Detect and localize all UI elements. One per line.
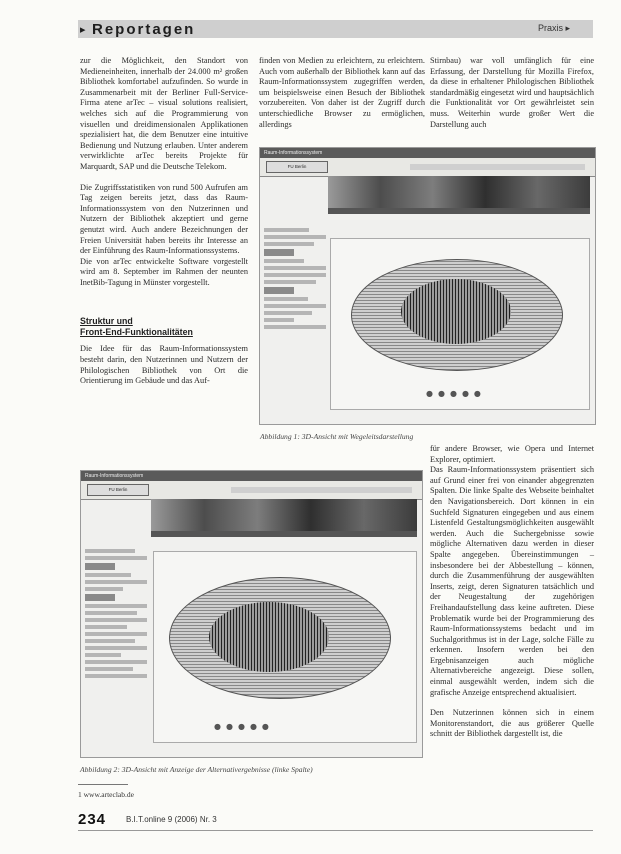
paragraph: zur die Möglichkeit, den Standort von Medieneinheiten, innerhalb der 24.000 m² großen Bibliothek komfortabel aufzufinden. So wurde in Zusammenarbeit mit der Berliner Full-Service-Firma atene arTec – visual solutions realisiert, welches sich auf die Programmierung von visuellen und dreidimensionalen Applikationen spezialisiert hat, die dem Benutzer eine intuitive Bedienung und Nutzung erlauben. Unter anderem verwirklichte arTec bereits Projekte für Marquardt, SAP und die Deutsche Telekom. (80, 56, 248, 171)
header-section-right: Praxis ▸ (538, 23, 571, 33)
nav-tabs (151, 531, 417, 537)
browser-title: Raum-Informationssystem (85, 473, 144, 479)
site-nav (410, 164, 585, 170)
shelf-block (209, 602, 329, 672)
column-right (430, 56, 594, 140)
map-view (153, 551, 417, 743)
site-banner (81, 481, 422, 500)
nav-tabs (328, 208, 590, 214)
paragraph: Die von arTec entwickelte Software vorgestellt wird am 8. September im Rahmen der neunten InetBib-Tagung in Münster vorgestellt. (80, 256, 248, 287)
header-arrow-icon: ▸ (80, 23, 86, 36)
view-controls[interactable]: ●●●●● (426, 389, 486, 398)
site-logo: FU Berlin (266, 161, 328, 173)
header-image-strip (328, 176, 590, 208)
header-image-strip (151, 499, 417, 531)
site-banner (260, 158, 595, 177)
footer-divider (78, 830, 593, 831)
browser-title: Raum-Informationssystem (264, 150, 323, 156)
page-number: 234 (78, 811, 107, 828)
paragraph: Stirnbau) war voll umfänglich für eine Erfassung, der Darstellung für Mozilla Firefox, da diese in erhaltener Philologischen Bibliothek standardmäßig eingesetzt wird und hauptsächlich die Funktionalität vor Ort gewährleistet sein muss. Weiterhin wurde großer Wert die Darstellung auch (430, 56, 594, 129)
sidebar-navigation (264, 228, 326, 332)
paragraph: Die Zugriffsstatistiken von rund 500 Aufrufen am Tag zeigen bereits jetzt, dass das Raum-Informationssystem von den Nutzerinnen und Nutzern der Bibliothek akzeptiert und gerne genutzt wird. Auch andere Bezeichnungen der Freien Universität haben bereits ihr Interesse an der Einführung des Raum-Informationssystems. (80, 182, 248, 256)
browser-titlebar (81, 471, 422, 481)
figure-screenshot-1 (259, 147, 596, 425)
footnote: 1 www.arteclab.de (78, 790, 134, 799)
paragraph: Den Nutzerinnen können sich in einem Monitorenstandort, die aus größerer Quelle schnitt der Bibliothek dargestellt ist, die (430, 708, 594, 739)
figure-caption-2: Abbildung 2: 3D-Ansicht mit Anzeige der Alternativergebnisse (linke Spalte) (80, 765, 313, 774)
footnote-rule (78, 784, 128, 785)
paragraph: finden von Medien zu erleichtern, zu erleichtern. Auch vom außerhalb der Bibliothek kann auf das Raum-Informationssystem zugegriffen werden, um beispielsweise einen Besuch der Bibliothek vorzubereiten. Von daher ist der Zugriff durch unterschiedliche Browser zu ermöglichen, allerdings (259, 56, 425, 129)
site-nav (231, 487, 412, 493)
shelf-block (401, 279, 511, 344)
subheading-line: Front-End-Funktionalitäten (80, 327, 193, 338)
subheading (80, 316, 248, 338)
paragraph: Die Idee für das Raum-Informationssystem besteht darin, den Nutzerinnen und Nutzern der Philologischen Bibliothek von Ort die Orientierung im Gebäude und das Auf- (80, 344, 248, 386)
figure-screenshot-2 (80, 470, 423, 758)
paragraph: für andere Browser, wie Opera und Internet Explorer, optimiert. (430, 444, 594, 464)
paragraph: Das Raum-Informationssystem präsentiert sich auf Grund einer frei von einander abgegrenzten Spalten. Die linke Spalte des Webseite beinhaltet den Navigationsbereich. Dort können in ein Suchfeld Signaturen eingegeben und aus einem Listenfeld Gestaltungsmöglichkeiten ausgewählt werden. Auch die Suchergebnisse sowie mögliche Alternativen dazu werden in dieser Spalte angegeben. Übereinstimmungen – insbesondere bei der Abbestellung – können, durch die Zusammenführung der ausgewählten Inserts, zeigt, deren Signaturen tatsächlich und der Neugestaltung der zugehörigen Freihandaufstellung dass keine auftreten. Diese Problematik wurde bei der Programmierung des Raum-Informationssystems bedacht und im Suchalgorithmus ist in der Lage, solche Fälle zu erkennen. Insofern werden bei den Ergebnisanzeigen auch mögliche Alternativbereiche angezeigt. Diese sollen, einmal ausgewählt werden, indem sich die grafische Anzeige entsprechend aktualisiert. (430, 465, 594, 697)
browser-titlebar (260, 148, 595, 158)
subheading-line: Struktur und (80, 316, 133, 327)
page-header (0, 20, 621, 42)
site-logo: FU Berlin (87, 484, 149, 496)
section-title: Reportagen (92, 21, 196, 38)
column-right-lower (430, 444, 594, 750)
journal-reference: B.I.T.online 9 (2006) Nr. 3 (126, 815, 217, 824)
view-controls[interactable]: ●●●●● (214, 722, 274, 731)
column-middle (259, 56, 425, 140)
column-left (80, 56, 248, 397)
sidebar-navigation (85, 549, 147, 681)
map-view (330, 238, 590, 410)
figure-caption-1: Abbildung 1: 3D-Ansicht mit Wegeleitsdarstellung (260, 432, 414, 441)
